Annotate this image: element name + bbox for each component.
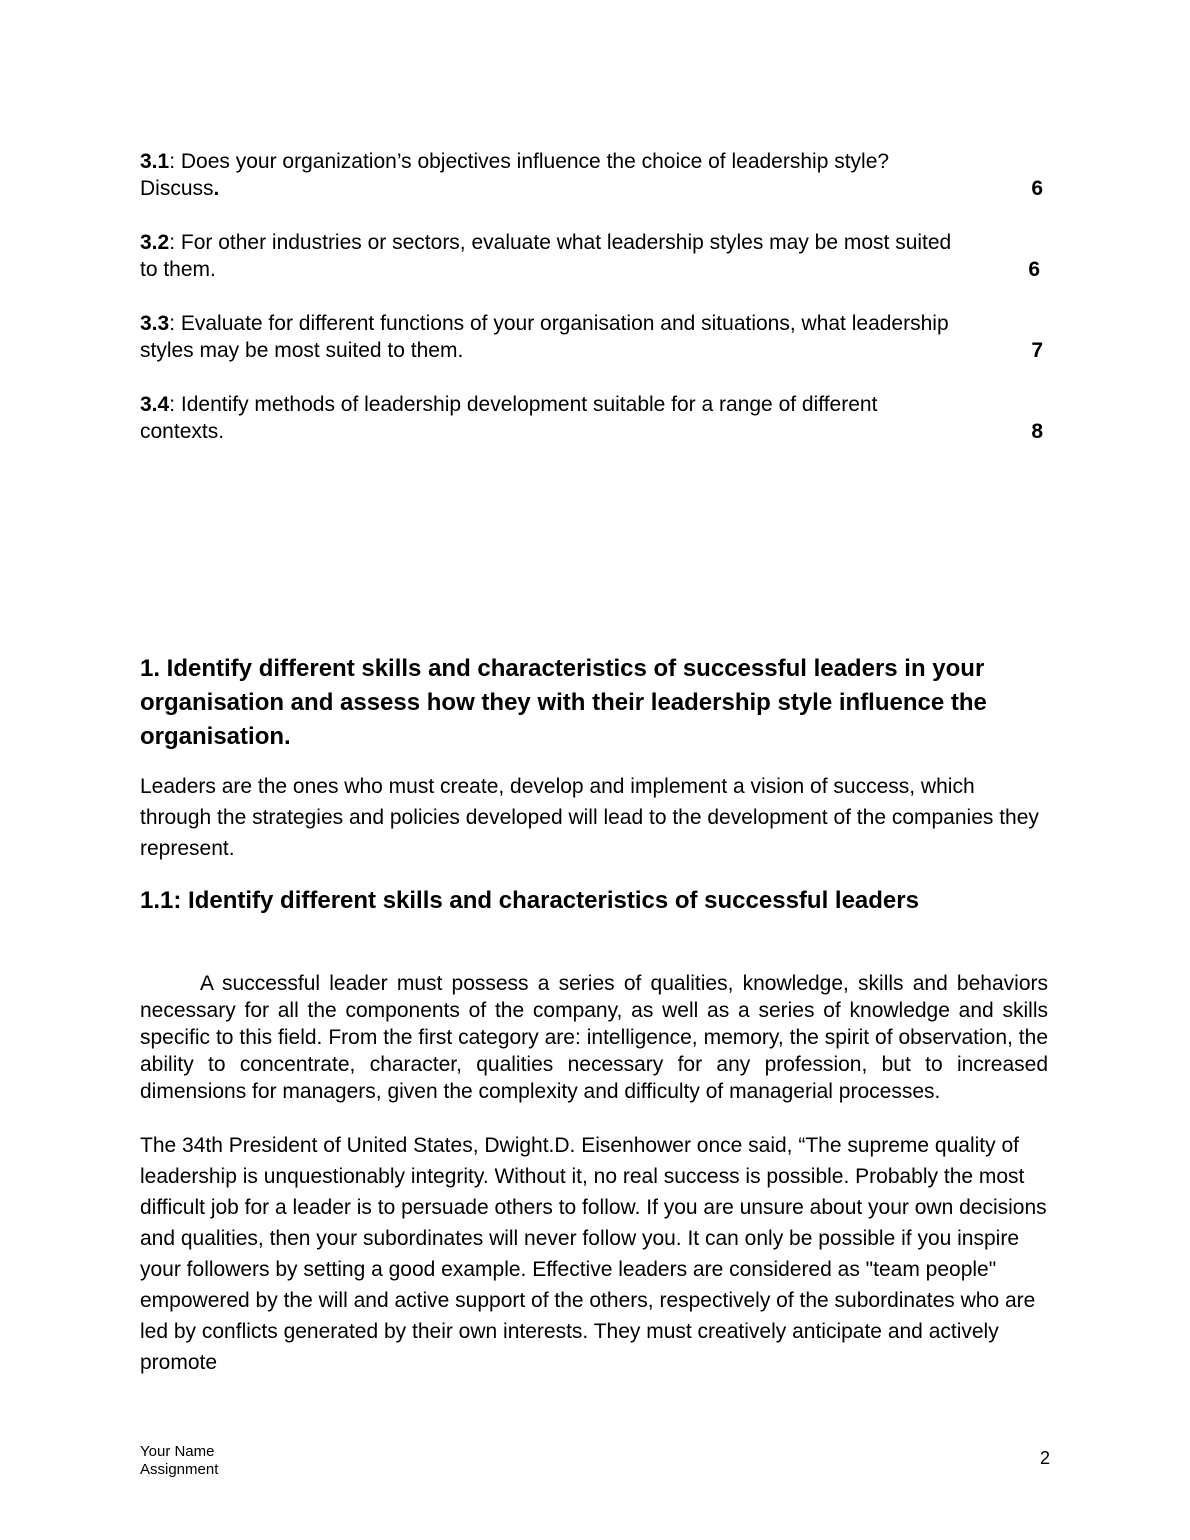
question-line bbox=[140, 391, 1045, 418]
question-line bbox=[140, 256, 1045, 283]
footer-name: Your Name bbox=[140, 1443, 215, 1460]
question-number: 3.4 bbox=[140, 393, 170, 416]
question-number: 3.3 bbox=[140, 312, 170, 335]
question-text-cont: styles may be most suited to them. bbox=[140, 339, 464, 362]
subsection-heading: 1.1: Identify different skills and characteristics of successful leaders bbox=[140, 887, 919, 914]
question-3-1 bbox=[140, 148, 1045, 202]
footer-label: Assignment bbox=[140, 1461, 219, 1478]
lead-paragraph: Leaders are the ones who must create, develop and implement a vision of success, which through the strategies and policies developed will lead to the development of the companies they represent. bbox=[140, 775, 1039, 860]
question-mark: 6 bbox=[1031, 177, 1043, 200]
question-mark: 6 bbox=[1028, 258, 1040, 281]
question-line bbox=[140, 337, 1045, 364]
body-paragraph: A successful leader must possess a series of qualities, knowledge, skills and behaviors necessary for all the components of the company, as well as a series of knowledge and skills specific to this field. From the first category are: intelligence, memory, the spirit of observation, the ability to concentrate, character, qualities necessary for any profession, but to increased dimensions for managers, given the complexity and difficulty of managerial processes. bbox=[140, 972, 1048, 1103]
question-line bbox=[140, 175, 1045, 202]
quote-paragraph: The 34th President of United States, Dwight.D. Eisenhower once said, “The supreme quality of leadership is unquestionably integrity. Without it, no real success is possible. Probably the most difficult job for a leader is to persuade others to follow. If you are unsure about your own decisions and qualities, then your subordinates will never follow you. It can only be possible if you inspire your followers by setting a good example. Effective leaders are considered as "team people" empowered by the will and active support of the others, respectively of the subordinates who are led by conflicts generated by their own interests. They must creatively anticipate and actively promote bbox=[140, 1134, 1047, 1374]
question-line bbox=[140, 418, 1045, 445]
question-text-cont: to them. bbox=[140, 258, 216, 281]
question-text: : Identify methods of leadership development suitable for a range of different bbox=[169, 393, 878, 416]
question-mark: 8 bbox=[1031, 420, 1043, 443]
question-text-cont: contexts. bbox=[140, 420, 225, 443]
page-number: 2 bbox=[1039, 1448, 1050, 1468]
question-3-3 bbox=[140, 310, 1045, 364]
question-text: : For other industries or sectors, evaluate what leadership styles may be most suited bbox=[169, 231, 952, 254]
section-heading: 1. Identify different skills and characteristics of successful leaders in your organisation and assess how they with their leadership style influence the organisation. bbox=[140, 655, 987, 750]
question-text: : Does your organization’s objectives influence the choice of leadership style? bbox=[169, 150, 890, 173]
question-line bbox=[140, 229, 1045, 256]
question-line bbox=[140, 148, 1045, 175]
question-number: 3.1 bbox=[140, 150, 170, 173]
question-3-2 bbox=[140, 229, 1045, 283]
question-text-suffix: . bbox=[213, 177, 220, 200]
footer-info bbox=[140, 1443, 218, 1479]
question-line bbox=[140, 310, 1045, 337]
question-text-cont bbox=[140, 175, 219, 202]
question-3-4 bbox=[140, 391, 1045, 445]
question-text: : Evaluate for different functions of your organisation and situations, what leadership bbox=[169, 312, 949, 335]
question-mark: 7 bbox=[1031, 339, 1043, 362]
question-text-part: Discuss bbox=[140, 177, 214, 200]
question-number: 3.2 bbox=[140, 231, 170, 254]
